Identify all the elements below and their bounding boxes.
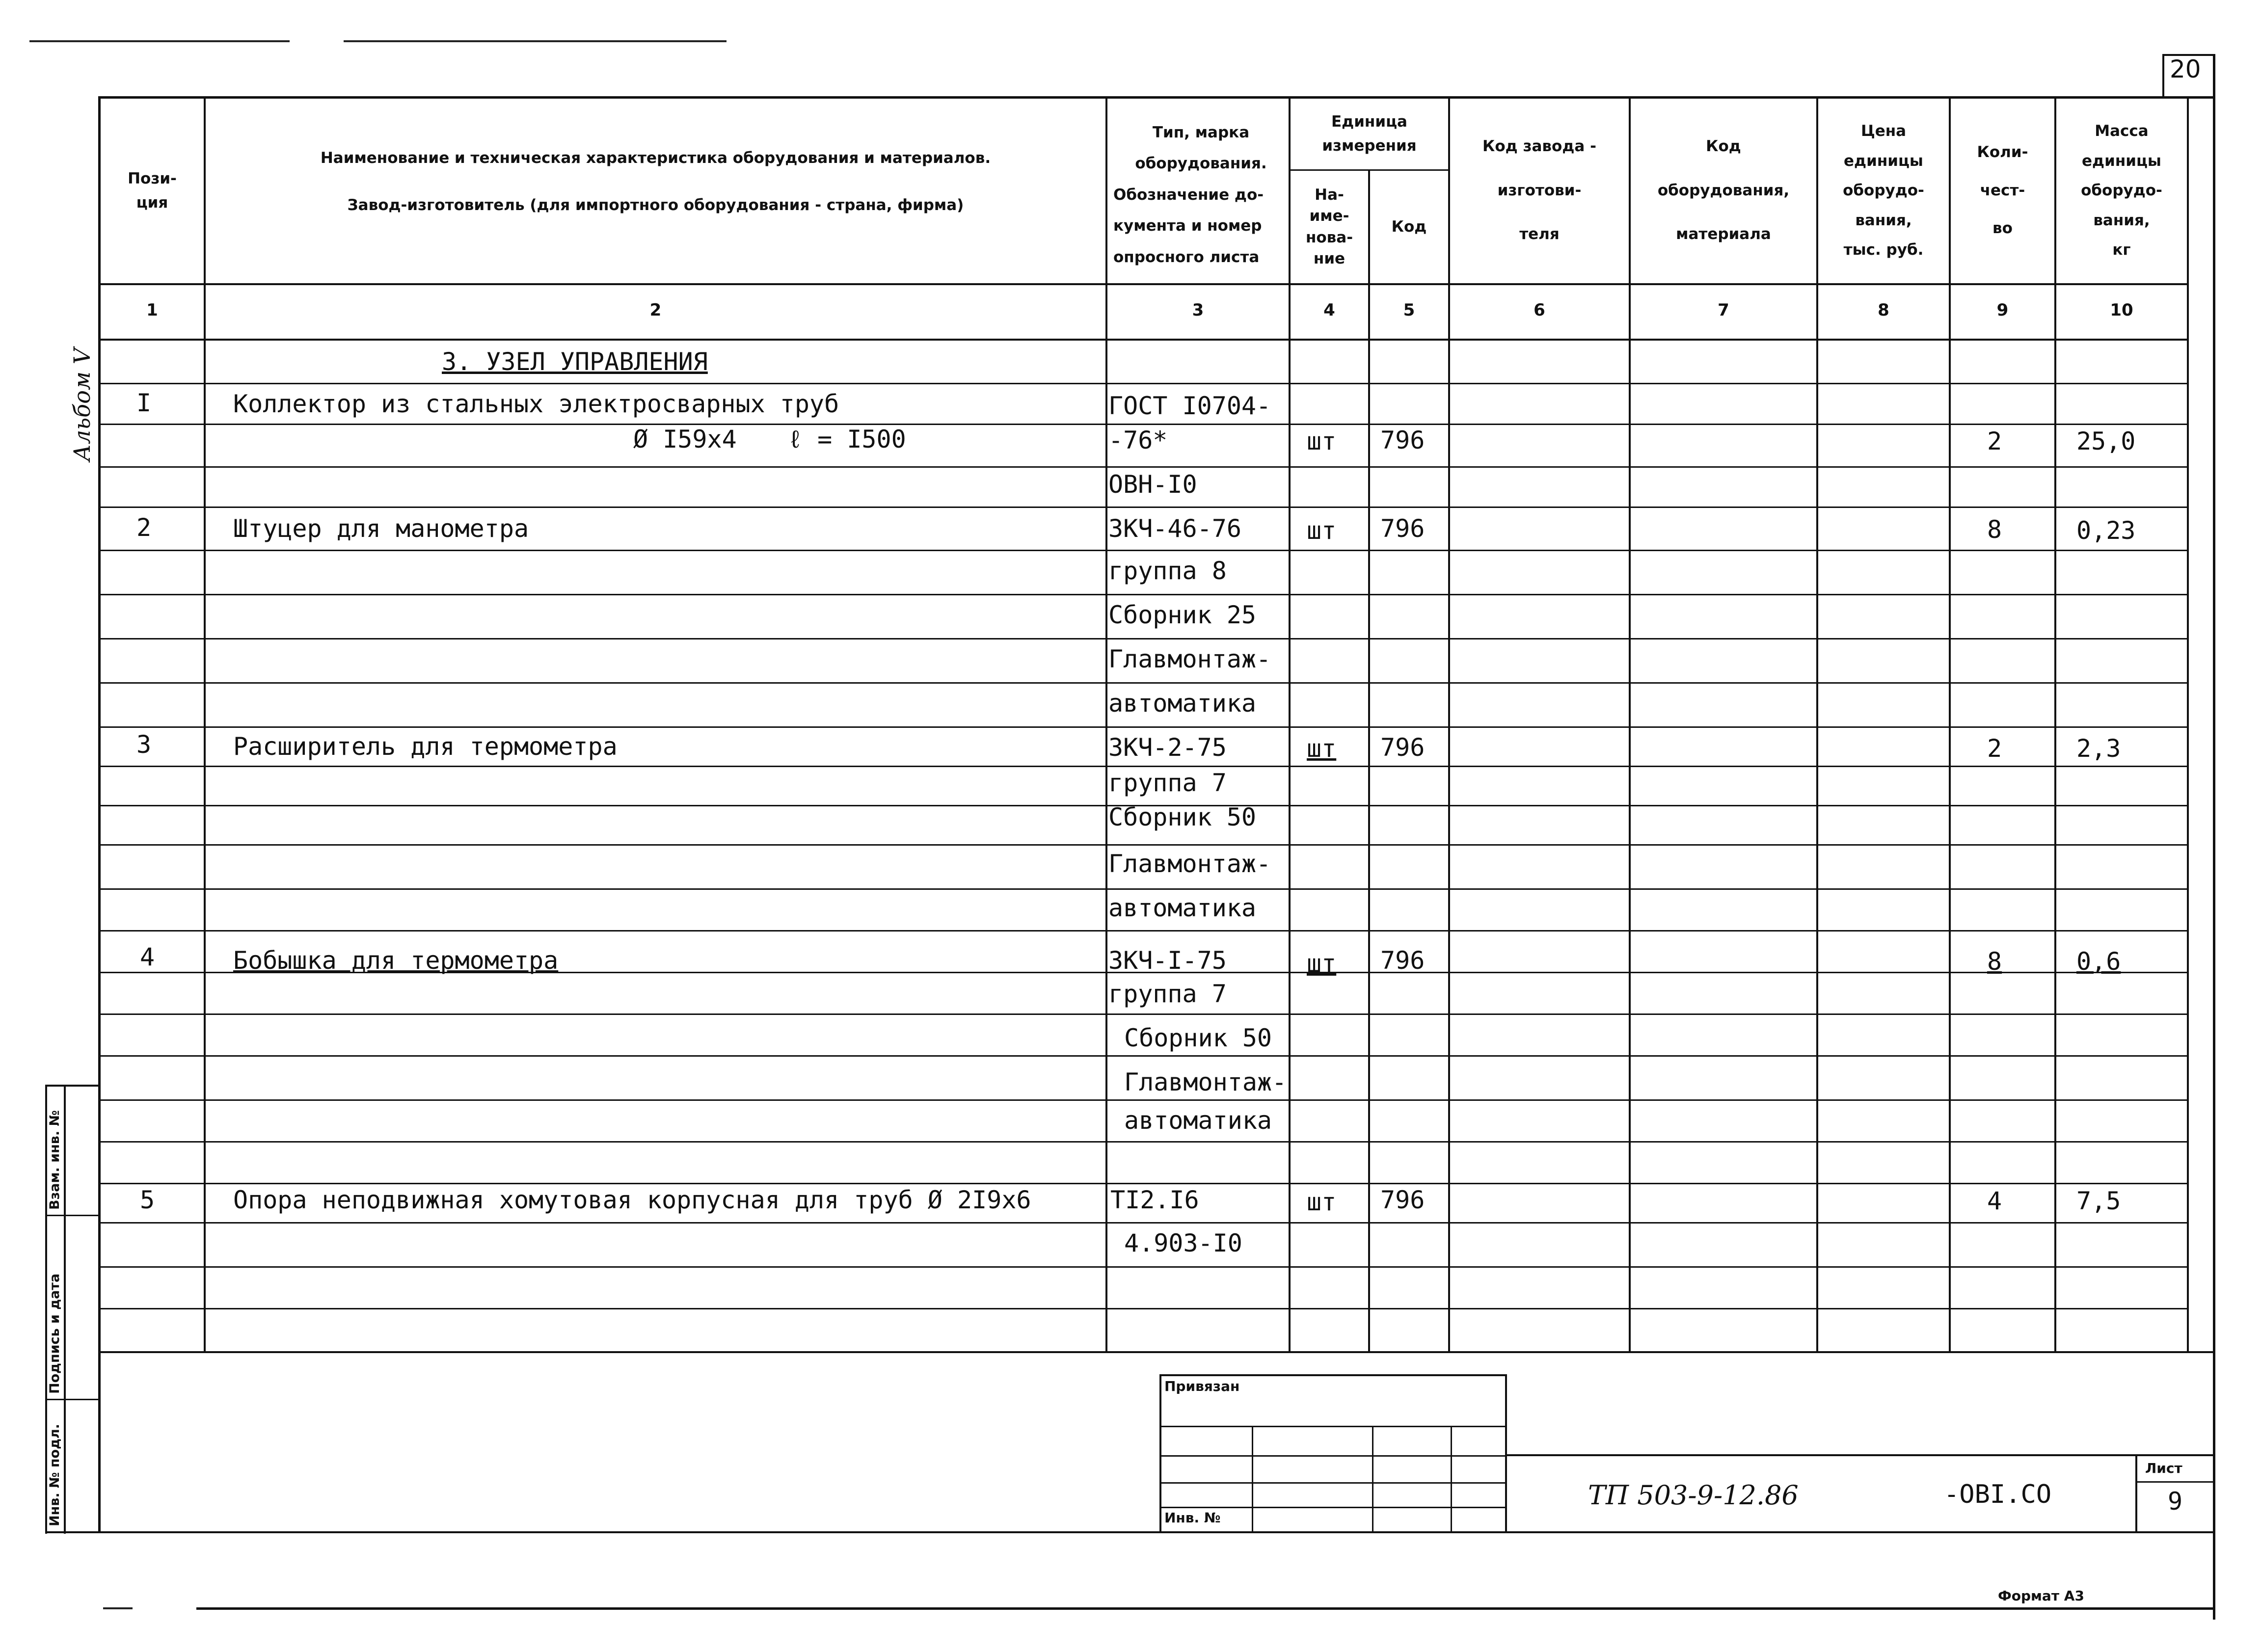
row-line bbox=[98, 550, 2189, 551]
header-bottom-line bbox=[98, 283, 2189, 285]
item-name-3: Расширитель для термометра bbox=[233, 732, 618, 761]
item-type-1b: -76* bbox=[1108, 426, 1168, 454]
stamp-col bbox=[1252, 1426, 1253, 1533]
col-header-7: Код оборудования, материала bbox=[1657, 137, 1790, 243]
stamp-box-top bbox=[1159, 1374, 1507, 1376]
row-line bbox=[98, 1141, 2189, 1143]
item-type-4e: автоматика bbox=[1124, 1106, 1272, 1135]
unit-1: шт bbox=[1307, 427, 1337, 455]
col-header-1: Пози- ция bbox=[128, 170, 177, 212]
position-5: 5 bbox=[140, 1186, 155, 1214]
row-line bbox=[98, 844, 2189, 846]
sheet-label: Лист bbox=[2145, 1460, 2182, 1476]
corner-box-left bbox=[2162, 54, 2164, 97]
col-header-10: Масса единицы оборудо- вания, кг bbox=[2081, 122, 2162, 259]
sheet-number: 9 bbox=[2167, 1487, 2183, 1516]
col-num-2: 2 bbox=[649, 300, 662, 320]
mass-3: 2,3 bbox=[2076, 734, 2121, 763]
side-strip-bottom bbox=[45, 1531, 100, 1533]
stamp-privyazan: Привязан bbox=[1164, 1378, 1240, 1394]
unit-code-2: 796 bbox=[1380, 514, 1425, 543]
item-type-2b: группа 8 bbox=[1108, 557, 1227, 585]
stamp-box-right bbox=[1505, 1374, 1507, 1533]
sheet-box-line bbox=[2135, 1481, 2215, 1483]
row-line bbox=[98, 766, 2189, 767]
stamp-line bbox=[1159, 1455, 1507, 1457]
album-label: Альбом V bbox=[69, 348, 95, 461]
col-num-7: 7 bbox=[1718, 300, 1729, 320]
qty-2: 8 bbox=[1987, 515, 2002, 544]
col-header-9: Коли- чест- во bbox=[1977, 143, 2028, 238]
colnum-bottom-line bbox=[98, 339, 2189, 341]
item-type-3a: ЗКЧ-2-75 bbox=[1108, 733, 1227, 762]
item-type-4a: ЗКЧ-I-75 bbox=[1108, 946, 1227, 975]
format-label: Формат А3 bbox=[1998, 1588, 2084, 1604]
row-line bbox=[98, 638, 2189, 639]
col-num-5: 5 bbox=[1403, 300, 1415, 320]
mass-4: 0,6 bbox=[2076, 947, 2121, 976]
col-line-4 bbox=[1368, 169, 1370, 1353]
position-1: I bbox=[136, 389, 152, 417]
col-header-8: Цена единицы оборудо- вания, тыс. руб. bbox=[1843, 122, 1924, 259]
col-num-10: 10 bbox=[2110, 300, 2133, 320]
item-name-2: Штуцер для манометра bbox=[233, 514, 529, 543]
position-3: 3 bbox=[136, 730, 152, 759]
col-num-4: 4 bbox=[1323, 300, 1335, 320]
side-label-inv-podl: Инв. № подл. bbox=[47, 1424, 62, 1526]
row-line bbox=[98, 1055, 2189, 1057]
side-label-podpis: Подпись и дата bbox=[47, 1273, 62, 1394]
mass-5: 7,5 bbox=[2076, 1187, 2121, 1215]
side-strip-line bbox=[45, 1399, 100, 1400]
table-bottom-line bbox=[98, 1351, 2215, 1353]
col-num-1: 1 bbox=[146, 300, 158, 320]
mass-1: 25,0 bbox=[2076, 427, 2136, 455]
item-type-4b: группа 7 bbox=[1108, 980, 1227, 1008]
item-type-4d: Главмонтаж- bbox=[1124, 1068, 1287, 1096]
col-num-9: 9 bbox=[1996, 300, 2009, 320]
row-line bbox=[98, 888, 2189, 890]
side-strip-top bbox=[45, 1085, 100, 1087]
qty-1: 2 bbox=[1987, 427, 2002, 455]
unit-code-3: 796 bbox=[1380, 733, 1425, 762]
bottom-dash bbox=[103, 1607, 133, 1609]
row-line bbox=[98, 1183, 2189, 1184]
section-title: 3. УЗЕЛ УПРАВЛЕНИЯ bbox=[442, 347, 708, 376]
top-dash bbox=[29, 40, 290, 42]
stamp-inv-no: Инв. № bbox=[1164, 1510, 1221, 1526]
item-type-1c: ОВН-I0 bbox=[1108, 470, 1197, 499]
qty-5: 4 bbox=[1987, 1187, 2002, 1215]
row-line bbox=[98, 1222, 2189, 1224]
row-line bbox=[98, 1099, 2189, 1101]
unit-code-1: 796 bbox=[1380, 426, 1425, 454]
qty-4: 8 bbox=[1987, 947, 2002, 976]
col-header-5: Код bbox=[1391, 218, 1427, 236]
sheet-corner-number: 20 bbox=[2170, 55, 2201, 83]
unit-code-5: 796 bbox=[1380, 1186, 1425, 1214]
col-num-6: 6 bbox=[1534, 300, 1545, 320]
stamp-line bbox=[1159, 1426, 1507, 1427]
item-dimension-1: Ø I59x4 bbox=[633, 425, 737, 453]
stamp-col bbox=[1451, 1426, 1452, 1533]
item-length-1: ℓ = I500 bbox=[788, 425, 906, 453]
row-line bbox=[98, 682, 2189, 684]
row-line bbox=[98, 1013, 2189, 1015]
unit-2: шт bbox=[1307, 516, 1337, 545]
row-line bbox=[98, 1308, 2189, 1309]
unit-4: шт bbox=[1307, 949, 1337, 978]
row-line bbox=[98, 506, 2189, 508]
unit-group-header: Единица измерения bbox=[1322, 113, 1417, 155]
col-num-3: 3 bbox=[1192, 300, 1204, 320]
item-type-3b: группа 7 bbox=[1108, 769, 1227, 797]
row-line bbox=[98, 424, 2189, 425]
row-line bbox=[98, 930, 2189, 932]
item-name-5: Опора неподвижная хомутовая корпусная для труб Ø 2I9x6 bbox=[233, 1186, 1031, 1214]
item-type-1a: ГОСТ I0704- bbox=[1108, 392, 1271, 420]
row-line bbox=[98, 383, 2189, 384]
row-line bbox=[98, 726, 2189, 728]
item-type-3e: автоматика bbox=[1108, 894, 1257, 922]
stamp-box-left bbox=[1159, 1374, 1161, 1533]
row-line bbox=[98, 594, 2189, 595]
stamp-bottom-line bbox=[98, 1531, 2215, 1533]
row-line bbox=[98, 466, 2189, 468]
title-block-top bbox=[1505, 1454, 2215, 1456]
mass-2: 0,23 bbox=[2076, 516, 2136, 545]
col-header-6: Код завода - изготови- теля bbox=[1482, 137, 1596, 243]
item-type-2c: Сборник 25 bbox=[1108, 601, 1257, 629]
item-name-1: Коллектор из стальных электросварных труб bbox=[233, 390, 839, 418]
col-header-2: Наименование и техническая характеристика оборудования и материалов. Завод-изготовитель (для импортного оборудования - страна, фирма) bbox=[320, 149, 991, 214]
qty-3: 2 bbox=[1987, 734, 2002, 763]
row-line bbox=[98, 1266, 2189, 1268]
item-type-5b: 4.903-I0 bbox=[1124, 1229, 1242, 1257]
item-type-3c: Сборник 50 bbox=[1108, 803, 1257, 831]
col-header-3: Тип, марка оборудования. Обозначение до- кумента и номер опросного листа bbox=[1113, 123, 1267, 266]
col-num-8: 8 bbox=[1878, 300, 1889, 320]
item-type-2a: ЗКЧ-46-76 bbox=[1108, 514, 1241, 543]
position-2: 2 bbox=[136, 513, 152, 542]
item-type-3d: Главмонтаж- bbox=[1108, 850, 1271, 878]
document-suffix: -ОВI.СО bbox=[1944, 1480, 2052, 1509]
item-type-2d: Главмонтаж- bbox=[1108, 645, 1271, 673]
side-strip-inner bbox=[64, 1085, 66, 1534]
unit-code-4: 796 bbox=[1380, 946, 1425, 975]
side-label-vzam: Взам. инв. № bbox=[47, 1110, 62, 1210]
col-header-4: На- име- нова- ние bbox=[1305, 186, 1353, 267]
stamp-line bbox=[1159, 1507, 1507, 1508]
item-type-2e: автоматика bbox=[1108, 689, 1257, 718]
item-type-4c: Сборник 50 bbox=[1124, 1024, 1272, 1052]
top-dash bbox=[344, 40, 727, 42]
frame-bottom-line bbox=[196, 1607, 2215, 1610]
side-strip-line bbox=[45, 1215, 100, 1216]
frame-right-line bbox=[2213, 54, 2215, 1620]
item-type-5a: ТI2.I6 bbox=[1110, 1186, 1199, 1214]
stamp-col bbox=[1372, 1426, 1373, 1533]
stamp-line bbox=[1159, 1482, 1507, 1484]
position-4: 4 bbox=[140, 943, 155, 971]
unit-5: шт bbox=[1307, 1188, 1337, 1216]
document-code: ТП 503-9-12.86 bbox=[1588, 1480, 1799, 1511]
item-name-4: Бобышка для термометра bbox=[233, 946, 559, 975]
unit-3: шт bbox=[1307, 734, 1337, 763]
